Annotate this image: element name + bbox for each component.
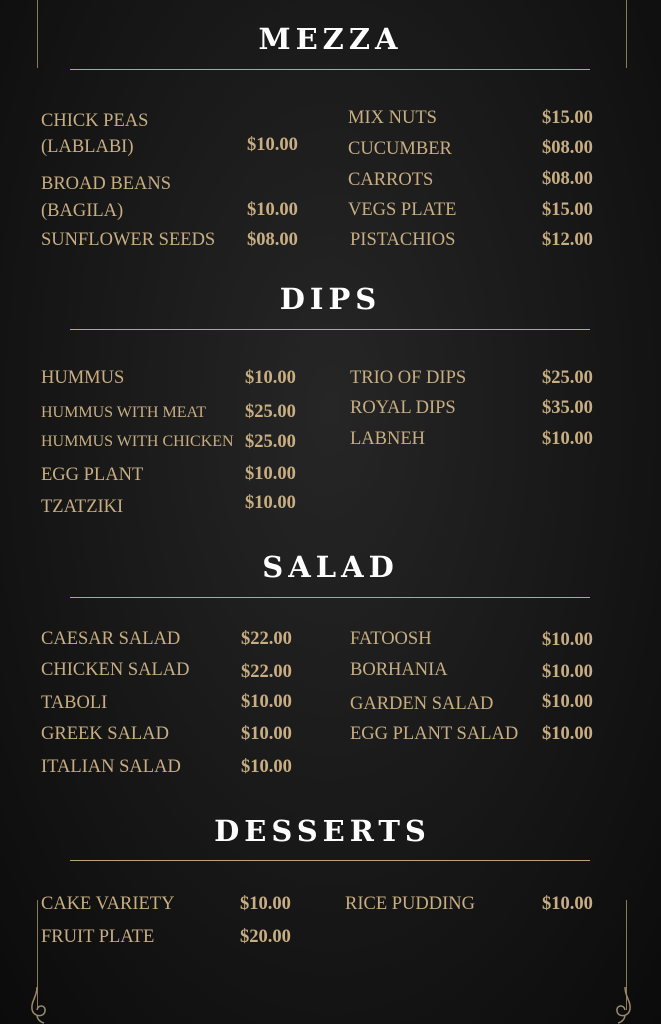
menu-item-name: CUCUMBER <box>348 139 452 159</box>
menu-item-name: FATOOSH <box>350 629 432 649</box>
section-title-dips: DIPS <box>279 282 382 316</box>
menu-item-price: $10.00 <box>245 368 296 388</box>
divider-salad <box>70 597 590 598</box>
menu-item-price: $10.00 <box>542 894 593 914</box>
menu-item-name: TABOLI <box>41 693 108 713</box>
menu-item-price: $10.00 <box>247 200 298 220</box>
menu-item-price: $25.00 <box>542 368 593 388</box>
menu-item-name: MIX NUTS <box>348 108 437 128</box>
menu-item-name: SUNFLOWER SEEDS <box>41 230 216 250</box>
menu-item-name: (BAGILA) <box>41 201 124 221</box>
menu-item-name: PISTACHIOS <box>350 230 456 250</box>
menu-item-price: $10.00 <box>241 724 292 744</box>
menu-item-name: FRUIT PLATE <box>41 927 155 947</box>
menu-item-price: $10.00 <box>542 429 593 449</box>
menu-item-price: $10.00 <box>241 692 292 712</box>
divider-mezza <box>70 69 590 70</box>
menu-item-price: $10.00 <box>542 692 593 712</box>
menu-item-price: $10.00 <box>542 662 593 682</box>
menu-item-name: GREEK SALAD <box>41 724 169 744</box>
menu-item-price: $08.00 <box>542 169 593 189</box>
menu-item-price: $35.00 <box>542 398 593 418</box>
menu-item-name: RICE PUDDING <box>345 894 476 914</box>
section-title-salad: SALAD <box>262 550 399 584</box>
menu-item-name: ITALIAN SALAD <box>41 757 181 777</box>
menu-item-price: $08.00 <box>247 230 298 250</box>
menu-item-name: BORHANIA <box>350 660 448 680</box>
ornament-right-icon <box>610 985 634 1024</box>
menu-item-price: $15.00 <box>542 200 593 220</box>
menu-item-price: $08.00 <box>542 138 593 158</box>
menu-item-name: CHICK PEAS <box>41 111 149 131</box>
menu-item-price: $10.00 <box>247 135 298 155</box>
menu-item-price: $20.00 <box>240 927 291 947</box>
divider-dips <box>70 329 590 330</box>
menu-item-price: $10.00 <box>542 630 593 650</box>
menu-item-name: HUMMUS WITH MEAT <box>41 404 207 421</box>
menu-item-name: BROAD BEANS <box>41 174 172 194</box>
menu-item-name: EGG PLANT <box>41 465 144 485</box>
menu-item-name: CARROTS <box>348 170 434 190</box>
menu-item-name: CAESAR SALAD <box>41 629 181 649</box>
menu-item-name: HUMMUS WITH CHICKEN <box>41 433 234 450</box>
menu-item-price: $22.00 <box>241 629 292 649</box>
menu-item-name: TZATZIKI <box>41 497 124 517</box>
menu-item-price: $22.00 <box>241 662 292 682</box>
menu-item-price: $25.00 <box>245 402 296 422</box>
section-title-desserts: DESSERTS <box>214 814 431 848</box>
menu-item-name: EGG PLANT SALAD <box>350 724 519 744</box>
menu-item-price: $10.00 <box>542 724 593 744</box>
menu-item-price: $10.00 <box>240 894 291 914</box>
menu-item-name: GARDEN SALAD <box>350 694 494 714</box>
menu-item-name: LABNEH <box>350 429 426 449</box>
menu-item-price: $15.00 <box>542 108 593 128</box>
menu-item-name: ROYAL DIPS <box>350 398 456 418</box>
section-title-mezza: MEZZA <box>258 22 403 56</box>
menu-item-price: $12.00 <box>542 230 593 250</box>
menu-item-name: HUMMUS <box>41 368 125 388</box>
ornament-left-icon <box>28 985 52 1024</box>
menu-item-name: TRIO OF DIPS <box>350 368 467 388</box>
menu-item-name: VEGS PLATE <box>348 200 457 220</box>
menu-item-price: $10.00 <box>245 493 296 513</box>
divider-desserts <box>70 860 590 861</box>
menu-item-name: CAKE VARIETY <box>41 894 175 914</box>
menu-item-name: (LABLABI) <box>41 137 134 157</box>
menu-item-price: $10.00 <box>241 757 292 777</box>
menu-item-price: $25.00 <box>245 432 296 452</box>
menu-item-name: CHICKEN SALAD <box>41 660 190 680</box>
menu-item-price: $10.00 <box>245 464 296 484</box>
